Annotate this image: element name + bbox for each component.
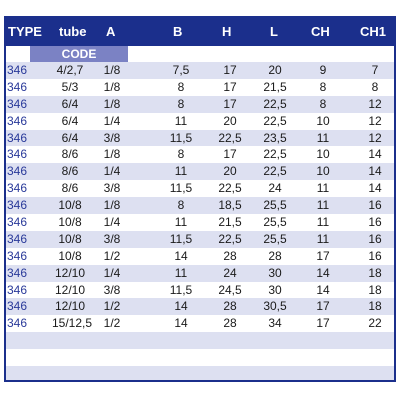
cell-b: 11 — [174, 164, 188, 179]
cell-b: 14 — [174, 299, 188, 314]
cell-b: 8 — [177, 147, 185, 162]
cell-type: 346 — [7, 248, 28, 263]
cell-ch: 10 — [316, 147, 330, 162]
cell-ch: 10 — [316, 113, 330, 128]
cell-type: 346 — [7, 198, 28, 213]
cell-l: 34 — [268, 316, 282, 331]
cell-b: 11 — [174, 265, 188, 280]
cell-tube: 12/10 — [54, 282, 86, 297]
cell-ch1: 18 — [368, 265, 382, 280]
table-row — [6, 197, 394, 214]
table-row — [6, 62, 394, 79]
table-row — [6, 130, 394, 147]
cell-type: 346 — [7, 181, 28, 196]
cell-h: 28 — [223, 316, 237, 331]
empty-row — [6, 349, 394, 366]
table-row — [6, 248, 394, 265]
cell-ch1: 18 — [368, 282, 382, 297]
cell-h: 18,5 — [218, 198, 242, 213]
cell-a: 1/8 — [103, 147, 121, 162]
cell-type: 346 — [7, 265, 28, 280]
cell-a: 3/8 — [103, 231, 121, 246]
cell-l: 22,5 — [263, 113, 287, 128]
cell-a: 1/2 — [103, 248, 121, 263]
cell-h: 21,5 — [218, 215, 242, 230]
cell-a: 3/8 — [103, 282, 121, 297]
cell-b: 8 — [177, 79, 185, 94]
cell-a: 1/4 — [103, 265, 121, 280]
cell-ch1: 16 — [368, 248, 382, 263]
cell-l: 25,5 — [263, 198, 287, 213]
cell-l: 28 — [268, 248, 282, 263]
cell-ch: 11 — [316, 231, 330, 246]
cell-type: 346 — [7, 130, 28, 145]
cell-ch: 14 — [316, 265, 330, 280]
cell-l: 22,5 — [263, 164, 287, 179]
cell-tube: 10/8 — [58, 248, 82, 263]
table-row — [6, 265, 394, 282]
cell-type: 346 — [7, 147, 28, 162]
table-row — [6, 79, 394, 96]
cell-ch: 17 — [316, 299, 330, 314]
cell-tube: 12/10 — [54, 299, 86, 314]
cell-ch: 11 — [316, 215, 330, 230]
table-row — [6, 180, 394, 197]
cell-b: 11,5 — [169, 231, 193, 246]
cell-a: 1/4 — [103, 164, 121, 179]
cell-a: 1/8 — [103, 63, 121, 77]
cell-a: 1/8 — [103, 96, 121, 111]
table-header — [6, 18, 394, 46]
table-row — [6, 96, 394, 113]
cell-ch: 14 — [316, 282, 330, 297]
cell-ch1: 16 — [368, 231, 382, 246]
cell-b: 11,5 — [169, 181, 193, 196]
cell-tube: 4/2,7 — [56, 63, 84, 77]
cell-ch1: 8 — [371, 79, 379, 94]
cell-h: 17 — [223, 63, 237, 77]
table-row — [6, 146, 394, 163]
cell-tube: 6/4 — [61, 96, 79, 111]
cell-b: 11 — [174, 215, 188, 230]
cell-b: 11,5 — [169, 130, 193, 145]
cell-ch: 17 — [316, 248, 330, 263]
cell-l: 25,5 — [263, 231, 287, 246]
cell-type: 346 — [7, 79, 28, 94]
cell-a: 1/4 — [103, 113, 121, 128]
cell-b: 14 — [174, 248, 188, 263]
cell-a: 1/2 — [103, 316, 121, 331]
header-l: L — [270, 24, 278, 39]
cell-a: 1/2 — [103, 299, 121, 314]
cell-a: 1/8 — [103, 198, 121, 213]
cell-b: 8 — [177, 96, 185, 111]
cell-b: 11,5 — [169, 282, 193, 297]
cell-type: 346 — [7, 113, 28, 128]
cell-tube: 10/8 — [58, 231, 82, 246]
cell-h: 17 — [223, 147, 237, 162]
cell-type: 346 — [7, 282, 28, 297]
cell-l: 25,5 — [263, 215, 287, 230]
code-subheader — [6, 46, 394, 62]
cell-type: 346 — [7, 164, 28, 179]
cell-tube: 8/6 — [61, 164, 79, 179]
header-ch1: CH1 — [360, 24, 387, 39]
cell-type: 346 — [7, 299, 28, 314]
table-row — [6, 163, 394, 180]
cell-a: 3/8 — [103, 181, 121, 196]
cell-ch1: 14 — [368, 147, 382, 162]
cell-type: 346 — [7, 96, 28, 111]
cell-l: 30 — [268, 282, 282, 297]
cell-h: 28 — [223, 248, 237, 263]
cell-l: 20 — [268, 63, 282, 77]
cell-tube: 10/8 — [58, 198, 82, 213]
cell-b: 8 — [177, 198, 185, 213]
cell-h: 22,5 — [218, 130, 242, 145]
cell-l: 30,5 — [263, 299, 287, 314]
cell-ch1: 18 — [368, 299, 382, 314]
header-h: H — [222, 24, 232, 39]
cell-ch: 11 — [316, 181, 330, 196]
table-row — [6, 282, 394, 299]
header-ch: CH — [311, 24, 330, 39]
cell-l: 21,5 — [263, 79, 287, 94]
cell-h: 20 — [223, 164, 237, 179]
cell-b: 7,5 — [172, 63, 190, 77]
empty-row — [6, 366, 394, 382]
cell-tube: 5/3 — [61, 79, 79, 94]
cell-b: 14 — [174, 316, 188, 331]
cell-ch: 8 — [319, 96, 327, 111]
cell-ch1: 22 — [368, 316, 382, 331]
cell-l: 30 — [268, 265, 282, 280]
cell-ch1: 14 — [368, 164, 382, 179]
cell-ch: 17 — [316, 316, 330, 331]
cell-ch: 9 — [319, 63, 327, 77]
cell-ch: 10 — [316, 164, 330, 179]
cell-a: 3/8 — [103, 130, 121, 145]
table-row — [6, 214, 394, 231]
cell-type: 346 — [7, 231, 28, 246]
cell-a: 1/8 — [103, 79, 121, 94]
cell-ch1: 12 — [368, 113, 382, 128]
cell-ch: 8 — [319, 79, 327, 94]
cell-l: 23,5 — [263, 130, 287, 145]
cell-type: 346 — [7, 215, 28, 230]
table-row — [6, 231, 394, 248]
cell-h: 24 — [223, 265, 237, 280]
cell-ch1: 14 — [368, 181, 382, 196]
cell-h: 17 — [223, 79, 237, 94]
cell-h: 20 — [223, 113, 237, 128]
cell-l: 22,5 — [263, 96, 287, 111]
cell-ch1: 12 — [368, 96, 382, 111]
cell-ch: 11 — [316, 130, 330, 145]
cell-ch: 11 — [316, 198, 330, 213]
cell-h: 22,5 — [218, 181, 242, 196]
cell-tube: 6/4 — [61, 113, 79, 128]
cell-tube: 12/10 — [54, 265, 86, 280]
table-row — [6, 298, 394, 315]
empty-row — [6, 332, 394, 349]
table-row — [6, 113, 394, 130]
cell-tube: 10/8 — [58, 215, 82, 230]
table-body — [6, 62, 394, 382]
cell-ch1: 16 — [368, 215, 382, 230]
cell-type: 346 — [7, 316, 28, 331]
cell-tube: 8/6 — [61, 147, 79, 162]
cell-tube: 15/12,5 — [52, 316, 93, 331]
cell-ch1: 7 — [371, 63, 379, 77]
header-type: TYPE — [8, 24, 42, 39]
cell-h: 24,5 — [218, 282, 242, 297]
cell-h: 28 — [223, 299, 237, 314]
cell-ch1: 16 — [368, 198, 382, 213]
cell-ch1: 12 — [368, 130, 382, 145]
cell-b: 11 — [174, 113, 188, 128]
header-tube: tube — [59, 24, 87, 39]
cell-tube: 6/4 — [61, 130, 79, 145]
cell-tube: 8/6 — [61, 181, 79, 196]
cell-a: 1/4 — [103, 215, 121, 230]
spec-table — [4, 16, 396, 382]
header-b: B — [173, 24, 183, 39]
header-a: A — [106, 24, 116, 39]
cell-type: 346 — [7, 63, 28, 77]
cell-h: 17 — [223, 96, 237, 111]
cell-l: 22,5 — [263, 147, 287, 162]
cell-l: 24 — [268, 181, 282, 196]
cell-h: 22,5 — [218, 231, 242, 246]
code-label: CODE — [30, 46, 128, 62]
table-row — [6, 315, 394, 332]
